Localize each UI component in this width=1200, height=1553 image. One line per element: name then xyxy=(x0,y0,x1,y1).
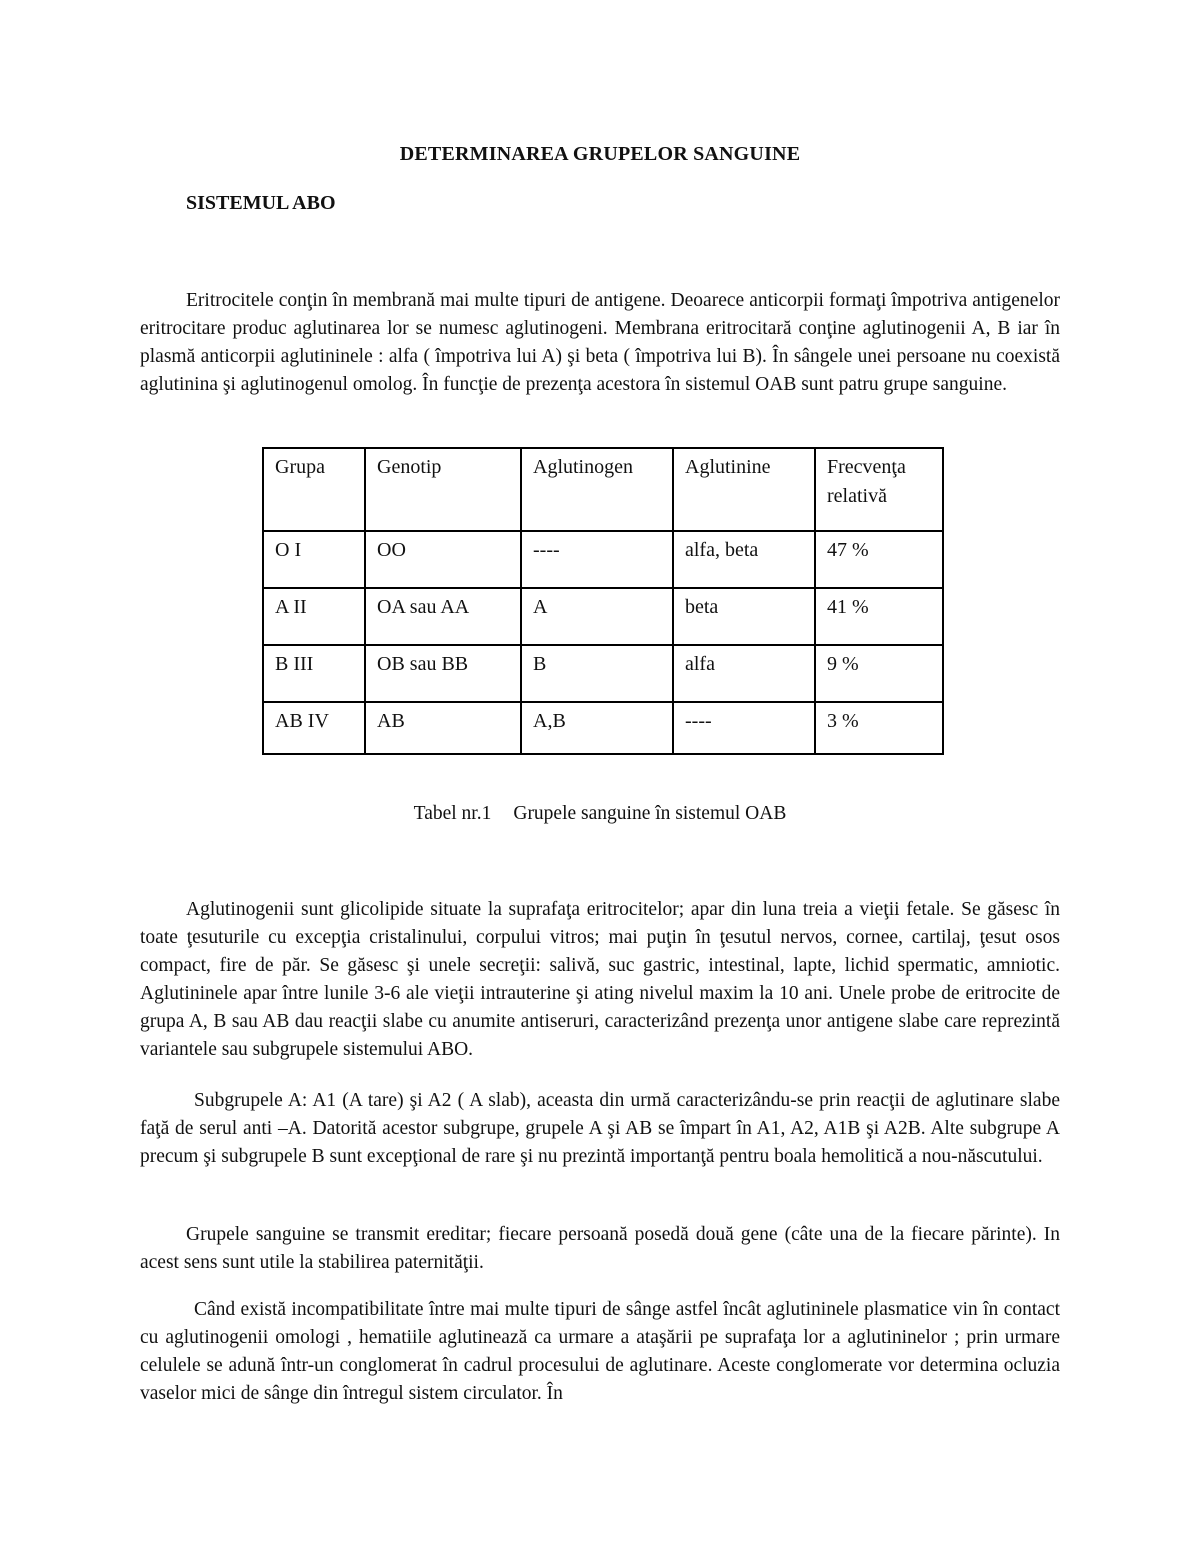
table-cell: ---- xyxy=(521,531,673,588)
table-cell: 3 % xyxy=(815,702,943,754)
table-row xyxy=(263,702,943,754)
table-row xyxy=(263,645,943,702)
table-caption-label: Tabel nr.1 xyxy=(413,803,492,824)
table-cell: OO xyxy=(365,531,521,588)
table-caption-text: Grupele sanguine în sistemul OAB xyxy=(513,803,787,824)
section-heading: SISTEMUL ABO xyxy=(186,192,336,214)
table-header-cell: Frecvenţa relativă xyxy=(815,448,943,531)
paragraph-ereditar: Grupele sanguine se transmit ereditar; fiecare persoană posedă două gene (câte una de la fiecare părinte). In acest sens sunt utile la stabilirea paternităţii. xyxy=(140,1224,1060,1273)
table-header-cell: Aglutinogen xyxy=(521,448,673,531)
table-cell: B xyxy=(521,645,673,702)
table-cell: OA sau AA xyxy=(365,588,521,645)
table-cell: 9 % xyxy=(815,645,943,702)
table-cell: AB IV xyxy=(263,702,365,754)
document-title: DETERMINAREA GRUPELOR SANGUINE xyxy=(399,143,801,165)
paragraph-incompatibilitate: Când există incompatibilitate între mai multe tipuri de sânge astfel încât aglutininele plasmatice vin în contact cu aglutinogenii omologi , hematiile aglutinează ca urmare a ataşării pe suprafaţa lor a aglutininelor ; prin urmare celulele se adună într-un conglomerat în cadrul procesului de aglutinare. Aceste conglomerate vor determina ocluzia vaselor mici de sânge din întregul sistem circulator. În xyxy=(140,1299,1060,1404)
paragraph-intro: Eritrocitele conţin în membrană mai multe tipuri de antigene. Deoarece anticorpii formaţi împotriva antigenelor eritrocitare produc aglutinarea lor se numesc aglutinogeni. Membrana eritrocitară conţine aglutinogenii A, B iar în plasmă anticorpii aglutininele : alfa ( împotriva lui A) şi beta ( împotriva lui B). În sângele unei persoane nu coexistă aglutinina şi aglutinogenul omolog. În funcţie de prezenţa acestora în sistemul OAB sunt patru grupe sanguine. xyxy=(140,290,1060,395)
table-cell: beta xyxy=(673,588,815,645)
table-cell: AB xyxy=(365,702,521,754)
blood-groups-table xyxy=(262,447,944,755)
table-cell: A xyxy=(521,588,673,645)
table-header-row xyxy=(263,448,943,531)
table-cell: A,B xyxy=(521,702,673,754)
paragraph-subgrupe: Subgrupele A: A1 (A tare) şi A2 ( A slab), aceasta din urmă caracterizându-se prin reacţii de aglutinare slabe faţă de serul anti –A. Datorită acestor subgrupe, grupele A şi AB se împart în A1, A2, A1B şi A2B. Alte subgrupe A precum şi subgrupele B sunt excepţional de rare şi nu prezintă importanţă pentru boala hemolitică a nou-născutului. xyxy=(140,1090,1060,1167)
table-cell: alfa, beta xyxy=(673,531,815,588)
paragraph-aglutinogeni: Aglutinogenii sunt glicolipide situate la suprafaţa eritrocitelor; apar din luna treia a vieţii fetale. Se găsesc în toate ţesuturile cu excepţia cristalinului, corpului vitros; mai puţin în ţesutul nervos, cornee, cartilaj, ţesut osos compact, fire de păr. Se găsesc şi unele secreţii: salivă, suc gastric, intestinal, lapte, lichid spermatic, amniotic. Aglutininele apar între lunile 3-6 ale vieţii intrauterine şi ating nivelul maxim la 10 ani. Unele probe de eritrocite de grupa A, B sau AB dau reacţii slabe cu anumite antiseruri, caracterizând prezenţa unor antigene slabe care reprezintă variantele sau subgrupele sistemului ABO. xyxy=(140,899,1060,1060)
table-row xyxy=(263,531,943,588)
table-row xyxy=(263,588,943,645)
table-cell: OB sau BB xyxy=(365,645,521,702)
table-cell: 47 % xyxy=(815,531,943,588)
table-header-cell: Aglutinine xyxy=(673,448,815,531)
table-header-cell: Grupa xyxy=(263,448,365,531)
table-caption xyxy=(0,803,1200,825)
table-cell: A II xyxy=(263,588,365,645)
table-cell: alfa xyxy=(673,645,815,702)
table-cell: B III xyxy=(263,645,365,702)
table-cell: ---- xyxy=(673,702,815,754)
table-cell: 41 % xyxy=(815,588,943,645)
table-header-cell: Genotip xyxy=(365,448,521,531)
table-cell: O I xyxy=(263,531,365,588)
